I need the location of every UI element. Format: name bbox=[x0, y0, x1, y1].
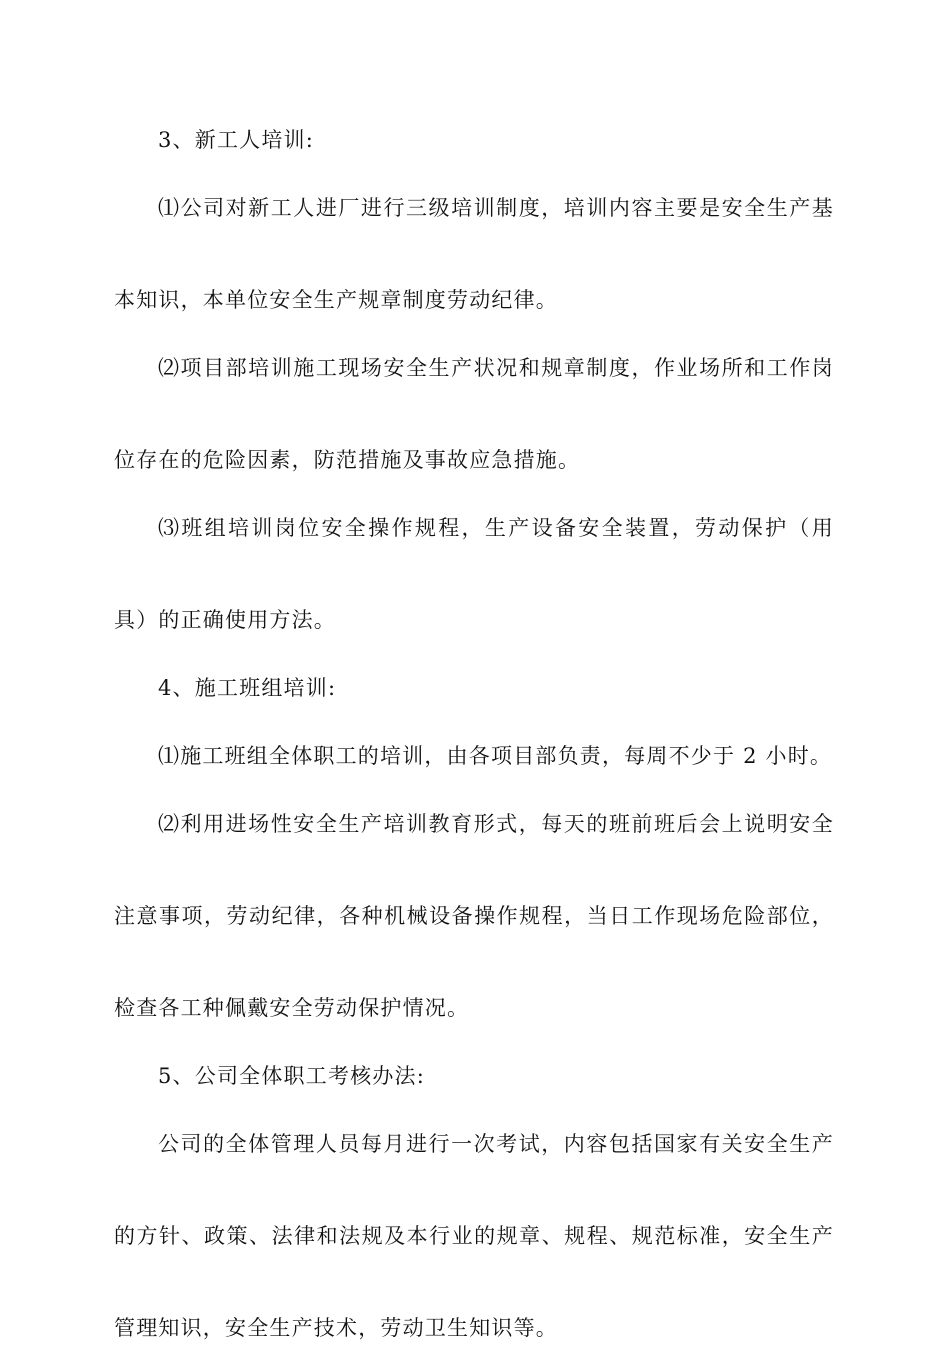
paragraph-line: 管理知识，安全生产技术，劳动卫生知识等。 bbox=[114, 1316, 558, 1340]
paragraph-line: ⑶班组培训岗位安全操作规程，生产设备安全装置，劳动保护（用 bbox=[158, 516, 834, 540]
paragraph-line: 的方针、政策、法律和法规及本行业的规章、规程、规范标准，安全生产 bbox=[114, 1224, 834, 1248]
paragraph-line: 公司的全体管理人员每月进行一次考试，内容包括国家有关安全生产 bbox=[158, 1132, 834, 1156]
paragraph-line: 本知识，本单位安全生产规章制度劳动纪律。 bbox=[114, 288, 558, 312]
paragraph-line: 位存在的危险因素，防范措施及事故应急措施。 bbox=[114, 448, 581, 472]
document-body bbox=[114, 118, 834, 1350]
section-heading-new-worker-training: 3、新工人培训: bbox=[158, 128, 315, 152]
section-heading-staff-assessment: 5、公司全体职工考核办法: bbox=[158, 1064, 426, 1088]
paragraph-line: ⑴施工班组全体职工的培训，由各项目部负责，每周不少于 2 小时。 bbox=[158, 744, 833, 768]
paragraph-line: 检查各工种佩戴安全劳动保护情况。 bbox=[114, 996, 470, 1020]
section-heading-team-training: 4、施工班组培训: bbox=[158, 676, 337, 700]
paragraph-line: ⑵项目部培训施工现场安全生产状况和规章制度，作业场所和工作岗 bbox=[158, 356, 834, 380]
paragraph-line: 注意事项，劳动纪律，各种机械设备操作规程，当日工作现场危险部位， bbox=[114, 904, 834, 928]
paragraph-line: ⑵利用进场性安全生产培训教育形式，每天的班前班后会上说明安全 bbox=[158, 812, 834, 836]
paragraph-line: 具）的正确使用方法。 bbox=[114, 608, 336, 632]
paragraph-line: ⑴公司对新工人进厂进行三级培训制度，培训内容主要是安全生产基 bbox=[158, 196, 834, 220]
